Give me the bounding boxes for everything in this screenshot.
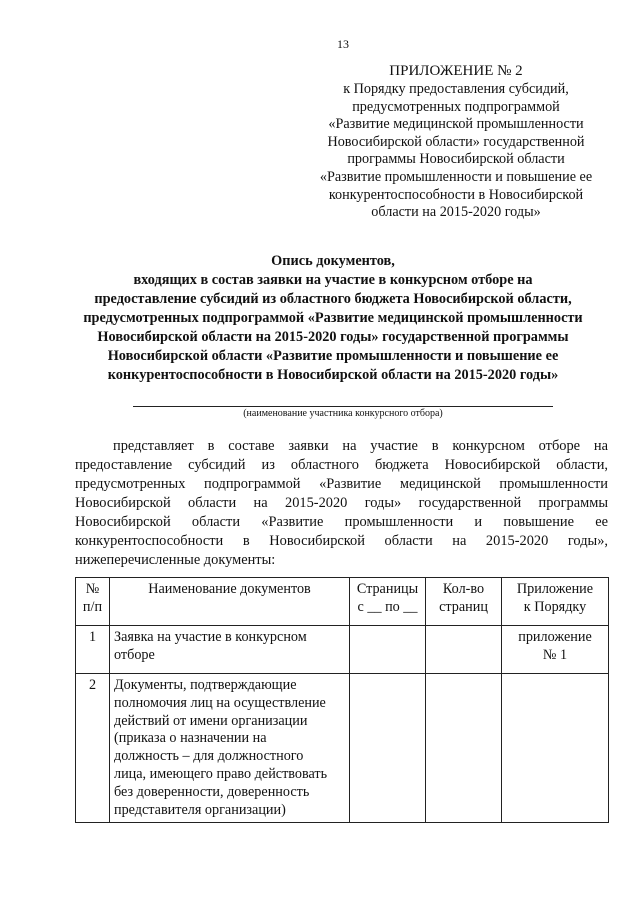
header-num-line: № [85, 581, 100, 597]
row-document-name [110, 674, 350, 823]
row-num: 1 [76, 626, 110, 674]
table-header-row [76, 578, 609, 626]
row-name-line: должность – для должностного [114, 748, 304, 765]
row-pages [350, 626, 426, 674]
header-appendix-line: Приложение [516, 581, 594, 597]
appendix-line: к Порядку предоставления субсидий, [343, 81, 569, 97]
header-pages [350, 578, 426, 626]
appendix-line: «Развитие промышленности и повышение ее [319, 168, 593, 185]
document-title-line: входящих в состав заявки на участие в конкурсном отборе на [133, 272, 533, 288]
document-title-line: предусмотренных подпрограммой «Развитие медицинской промышленности [83, 310, 583, 326]
row-appendix-line: приложение [518, 629, 592, 645]
header-name [110, 578, 350, 626]
header-count-line: Кол-во [442, 581, 485, 597]
row-name-line: (приказа о назначении на [114, 730, 267, 747]
document-title-line: конкурентоспособности в Новосибирской области на 2015-2020 годы» [107, 367, 559, 383]
row-name-line: Заявка на участие в конкурсном [114, 629, 307, 645]
header-appendix-line: к Порядку [523, 598, 587, 615]
document-title-line: Новосибирской области «Развитие промышленности и повышение ее [107, 348, 559, 364]
body-line: предусмотренных подпрограммой «Развитие медицинской промышленности [75, 476, 608, 492]
participant-name-line [133, 406, 553, 407]
body-line: Новосибирской области на 2015-2020 годы» государственной программы [75, 495, 608, 511]
document-title-line: Опись документов, [271, 253, 395, 269]
header-pages-line: Страницы [356, 581, 419, 597]
document-title [60, 252, 606, 385]
header-pages-line: с __ по __ [357, 598, 418, 615]
appendix-header [300, 62, 612, 222]
appendix-line: области на 2015-2020 годы» [371, 204, 541, 221]
row-count [426, 626, 502, 674]
row-appendix [502, 674, 609, 823]
row-appendix [502, 626, 609, 674]
appendix-title: ПРИЛОЖЕНИЕ № 2 [389, 63, 523, 79]
appendix-line: предусмотренных подпрограммой [352, 98, 560, 115]
document-title-line: предоставление субсидий из областного бюджета Новосибирской области, [94, 291, 572, 307]
row-name-line: действий от имени организации [114, 712, 308, 729]
documents-table [75, 577, 609, 823]
header-count [426, 578, 502, 626]
row-name-line: отборе [114, 646, 155, 663]
row-name-line: без доверенности, доверенность [114, 783, 310, 800]
body-line: нижеперечисленные документы: [75, 552, 276, 568]
row-name-line: полномочия лиц на осуществление [114, 694, 326, 711]
appendix-line: Новосибирской области» государственной [327, 133, 585, 150]
row-name-line: Документы, подтверждающие [114, 677, 297, 693]
header-name-line: Наименование документов [148, 581, 311, 597]
table-row [76, 626, 609, 674]
header-appendix [502, 578, 609, 626]
row-name-line: представителя организации) [114, 801, 286, 818]
body-paragraph [75, 437, 608, 570]
row-name-line: лица, имеющего право действовать [114, 765, 328, 782]
row-pages [350, 674, 426, 823]
row-appendix-line: № 1 [542, 646, 568, 663]
appendix-line: конкурентоспособности в Новосибирской [328, 186, 584, 203]
participant-caption: (наименование участника конкурсного отбора) [243, 408, 443, 419]
header-num-line: п/п [82, 598, 103, 615]
body-line: предоставление субсидий из областного бюджета Новосибирской области, [75, 457, 608, 473]
row-document-name [110, 626, 350, 674]
body-line: конкурентоспособности в Новосибирской области на 2015-2020 годы», [75, 533, 608, 549]
body-line: представляет в составе заявки на участие в конкурсном отборе на [113, 438, 608, 454]
appendix-line: программы Новосибирской области [347, 151, 565, 168]
header-num [76, 578, 110, 626]
header-count-line: страниц [439, 598, 488, 615]
body-line: Новосибирской области «Развитие промышленности и повышение ее [75, 514, 608, 530]
row-num: 2 [76, 674, 110, 823]
appendix-line: «Развитие медицинской промышленности [328, 116, 584, 133]
table-row [76, 674, 609, 823]
document-title-line: Новосибирской области на 2015-2020 годы» государственной программы [97, 329, 569, 345]
page-number: 13 [337, 37, 349, 51]
row-count [426, 674, 502, 823]
